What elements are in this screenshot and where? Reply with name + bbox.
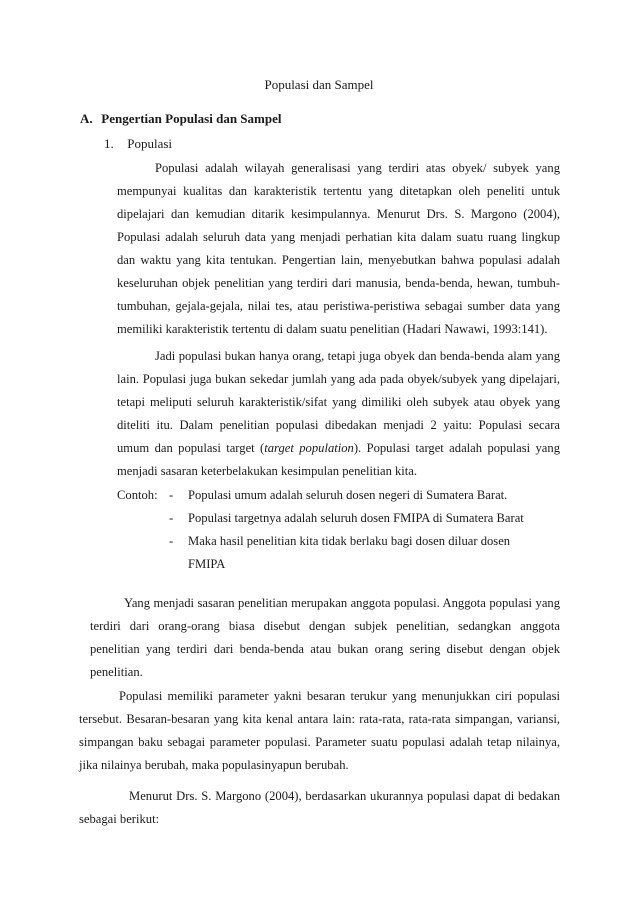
example-item: [117, 484, 567, 507]
subsection-number: 1.: [104, 136, 114, 151]
subsection-heading: [104, 136, 172, 152]
list-dash: -: [169, 534, 174, 548]
section-title: Pengertian Populasi dan Sampel: [101, 111, 282, 126]
list-dash: -: [169, 488, 174, 502]
paragraph-definition: Populasi adalah wilayah generalisasi yang terdiri atas obyek/ subyek yang mempunyai kualitas dan karakteristik tertentu yang ditetapkan oleh peneliti untuk dipelajari dan kemudian ditarik kesimpulannya. Menurut Drs. S. Margono (2004), Populasi adalah seluruh data yang menjadi perhatian kita dalam suatu ruang lingkup dan waktu yang kita tentukan. Pengertian lain, menyebutkan bahwa populasi adalah keseluruhan objek penelitian yang terdiri dari manusia, benda-benda, hewan, tumbuh-tumbuhan, gejala-gejala, nilai tes, atau peristiwa-peristiwa sebagai sumber data yang memiliki karakteristik tertentu di dalam suatu penelitian (Hadari Nawawi, 1993:141).: [117, 161, 560, 336]
paragraph-classification: Menurut Drs. S. Margono (2004), berdasarkan ukurannya populasi dapat di bedakan sebagai berikut:: [79, 789, 560, 826]
paragraph-parameters: Populasi memiliki parameter yakni besaran terukur yang menunjukkan ciri populasi tersebut. Besaran-besaran yang kita kenal antara lain: rata-rata, rata-rata simpangan, variansi, simpangan baku sebagai parameter populasi. Parameter suatu populasi adalah tetap nilainya, jika nilainya berubah, maka populasinyapun berubah.: [79, 689, 560, 772]
example-item: [117, 530, 567, 553]
page-title: Populasi dan Sampel: [264, 77, 374, 92]
example-item: [117, 507, 567, 530]
example-continuation: FMIPA: [188, 557, 226, 571]
paragraph2-before: Jadi populasi bukan hanya orang, tetapi juga obyek dan benda-benda alam yang lain. Populasi juga bukan sekedar jumlah yang ada pada obyek/subyek yang dipelajari, tetapi meliputi seluruh karakteristik/sifat yang dimiliki oleh subyek atau obyek yang diteliti itu. Dalam penelitian populasi dibedakan menjadi 2 yaitu: Populasi secara umum dan populasi target (: [117, 349, 560, 455]
paragraph2-italic: target population: [264, 441, 354, 455]
example-text: Maka hasil penelitian kita tidak berlaku bagi dosen diluar dosen: [188, 534, 511, 548]
list-dash: -: [169, 511, 174, 525]
example-list: [117, 484, 567, 576]
section-heading: [80, 111, 281, 127]
example-label: Contoh:: [117, 488, 158, 502]
paragraph-population-types: [117, 345, 560, 483]
paragraph-population-members: Yang menjadi sasaran penelitian merupakan anggota populasi. Anggota populasi yang terdiri dari orang-orang biasa disebut dengan subjek penelitian, sedangkan anggota penelitian yang terdiri dari benda-benda atau bukan orang sering disebut dengan objek penelitian.: [90, 596, 560, 679]
subsection-title: Populasi: [127, 136, 173, 151]
example-text: Populasi targetnya adalah seluruh dosen FMIPA di Sumatera Barat: [188, 511, 524, 525]
paragraph2-after: ). Populasi target adalah populasi yang menjadi sasaran keterbelakukan kesimpulan penelitian kita.: [117, 441, 560, 478]
section-number: A.: [80, 111, 93, 126]
example-text: Populasi umum adalah seluruh dosen negeri di Sumatera Barat.: [188, 488, 508, 502]
